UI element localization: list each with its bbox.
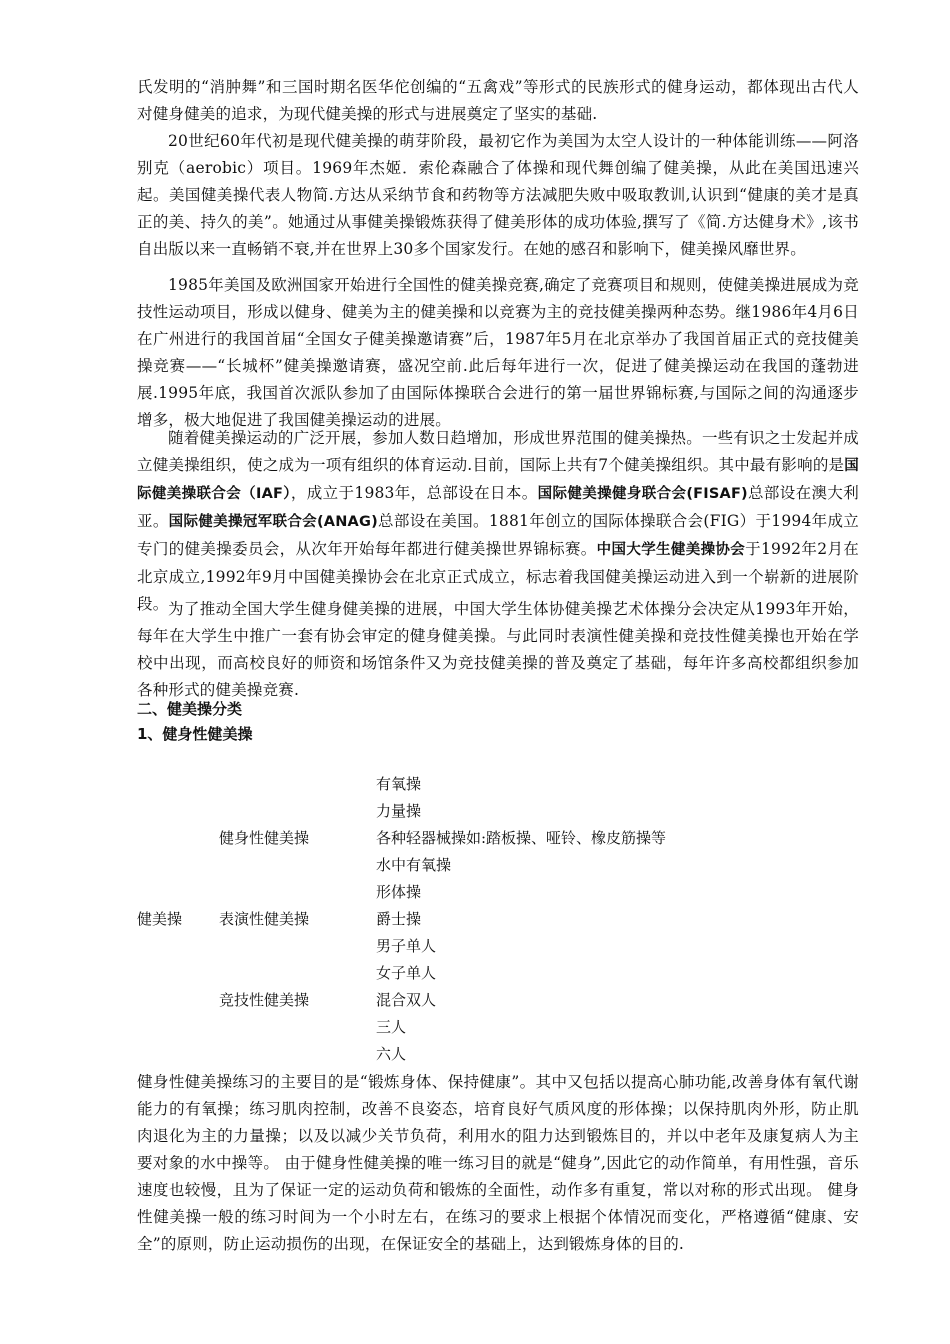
tree-root: 健美操 (137, 910, 183, 928)
paragraph-university-promotion: 为了推动全国大学生健身健美操的进展，中国大学生体协健美操艺术体操分会决定从1993年开始，每年在大学生中推广一套有协会审定的健身健美操。与此同时表演性健美操和竞技性健美操也开始在学校中出现，而高校良好的师资和场馆条件又为竞技健美操的普及奠定了基础，每年许多高校都组织参加各种形式的健美操竞赛. (137, 600, 859, 699)
heading-classification: 二、健美操分类 (137, 700, 243, 718)
tree-leaf: 六人 (376, 1045, 407, 1063)
org-china-students: 中国大学生健美操协会 (596, 542, 746, 558)
paragraph-fitness-purpose: 健身性健美操练习的主要目的是“锻炼身体、保持健康”。其中又包括以提高心肺功能,改善身体有氧代谢能力的有氧操；练习肌肉控制，改善不良姿态，培育良好气质风度的形体操；以保持肌肉外形，防止肌肉退化为主的力量操；以及以减少关节负荷，利用水的阻力达到锻炼目的，并以中老年及康复病人为主要对象的水中操等。 由于健身性健美操的唯一练习目的就是“健身”,因此它的动作简单，有用性强，音乐速度也较慢，且为了保证一定的运动负荷和锻炼的全面性，动作多有重复，常以对称的形式出现。 健身性健美操一般的练习时间为一个小时左右，在练习的要求上根据个体情况而变化，严格遵循“健康、安全”的原则，防止运动损伤的出现，在保证安全的基础上，达到锻炼身体的目的. (137, 1073, 859, 1253)
tree-leaf: 力量操 (376, 802, 422, 820)
paragraph-modern-origins: 20世纪60年代初是现代健美操的萌芽阶段，最初它作为美国为太空人设计的一种体能训练——阿洛别克（aerobic）项目。1969年杰姬．索伦森融合了体操和现代舞创编了健美操，从此在美国迅速兴起。美国健美操代表人物简.方达从采纳节食和药物等方法减肥失败中吸取教训,认识到“健康的美才是真正的美、持久的美”。她通过从事健美操锻炼获得了健美形体的成功体验,撰写了《简.方达健身术》,该书自出版以来一直畅销不衰,并在世界上30多个国家发行。在她的感召和影响下，健美操风靡世界。 (137, 132, 859, 258)
tree-branch-performance: 表演性健美操 (219, 910, 310, 928)
heading-fitness-aerobics: 1、健身性健美操 (137, 725, 253, 743)
org-iaf: 国际健美操联合会（IAF） (137, 458, 859, 502)
org-text: 总部设在美国。1881年创立的国际体操联合会(FIG）于1994年成立专门的健美操委员会，从次年开始每年都进行健美操世界锦标赛。 (137, 512, 860, 558)
tree-leaf: 水中有氧操 (376, 856, 452, 874)
org-text: 总部设在澳大利亚。 (137, 484, 859, 530)
paragraph-ancient-origins: 氏发明的“消肿舞”和三国时期名医华佗创编的“五禽戏”等形式的民族形式的健身运动，都体现出古代人对健身健美的追求，为现代健美操的形式与进展奠定了坚实的基础. (137, 78, 859, 123)
tree-leaf: 形体操 (376, 883, 422, 901)
org-anag: 国际健美操冠军联合会(ANAG) (168, 514, 378, 530)
tree-leaf: 混合双人 (376, 991, 437, 1009)
tree-leaf: 爵士操 (376, 910, 422, 928)
paragraph-organizations (137, 425, 859, 618)
tree-branch-fitness: 健身性健美操 (219, 829, 310, 847)
tree-leaf: 三人 (376, 1018, 407, 1036)
paragraph-competition-history: 1985年美国及欧洲国家开始进行全国性的健美操竞赛,确定了竞赛项目和规则，使健美操进展成为竞技性运动项目，形成以健身、健美为主的健美操和以竞赛为主的竞技健美操两种态势。继1986年4月6日在广州进行的我国首届“全国女子健美操邀请赛”后，1987年5月在北京举办了我国首届正式的竞技健美操竞赛——“长城杯”健美操邀请赛，盛况空前.此后每年进行一次，促进了健美操运动在我国的蓬勃进展.1995年底，我国首次派队参加了由国际体操联合会进行的第一届世界锦标赛,与国际之间的沟通逐步增多，极大地促进了我国健美操运动的进展。 (137, 276, 859, 429)
org-text: 于1992年2月在北京成立,1992年9月中国健美操协会在北京正式成立，标志着我国健美操运动进入到一个崭新的进展阶段。 (137, 540, 859, 613)
tree-leaf: 各种轻器械操如:踏板操、哑铃、橡皮筋操等 (376, 829, 667, 847)
org-fisaf: 国际健美操健身联合会(FISAF) (537, 486, 748, 502)
org-text: ，成立于1983年，总部设在日本。 (290, 484, 538, 502)
tree-branch-competitive: 竞技性健美操 (219, 991, 310, 1009)
tree-leaf: 男子单人 (376, 937, 437, 955)
tree-leaf: 女子单人 (376, 964, 437, 982)
tree-leaf: 有氧操 (376, 775, 422, 793)
org-text: 随着健美操运动的广泛开展，参加人数日趋增加，形成世界范围的健美操热。一些有识之士发起并成立健美操组织，使之成为一项有组织的体育运动.目前，国际上共有7个健美操组织。其中最有影响的是 (137, 429, 859, 474)
